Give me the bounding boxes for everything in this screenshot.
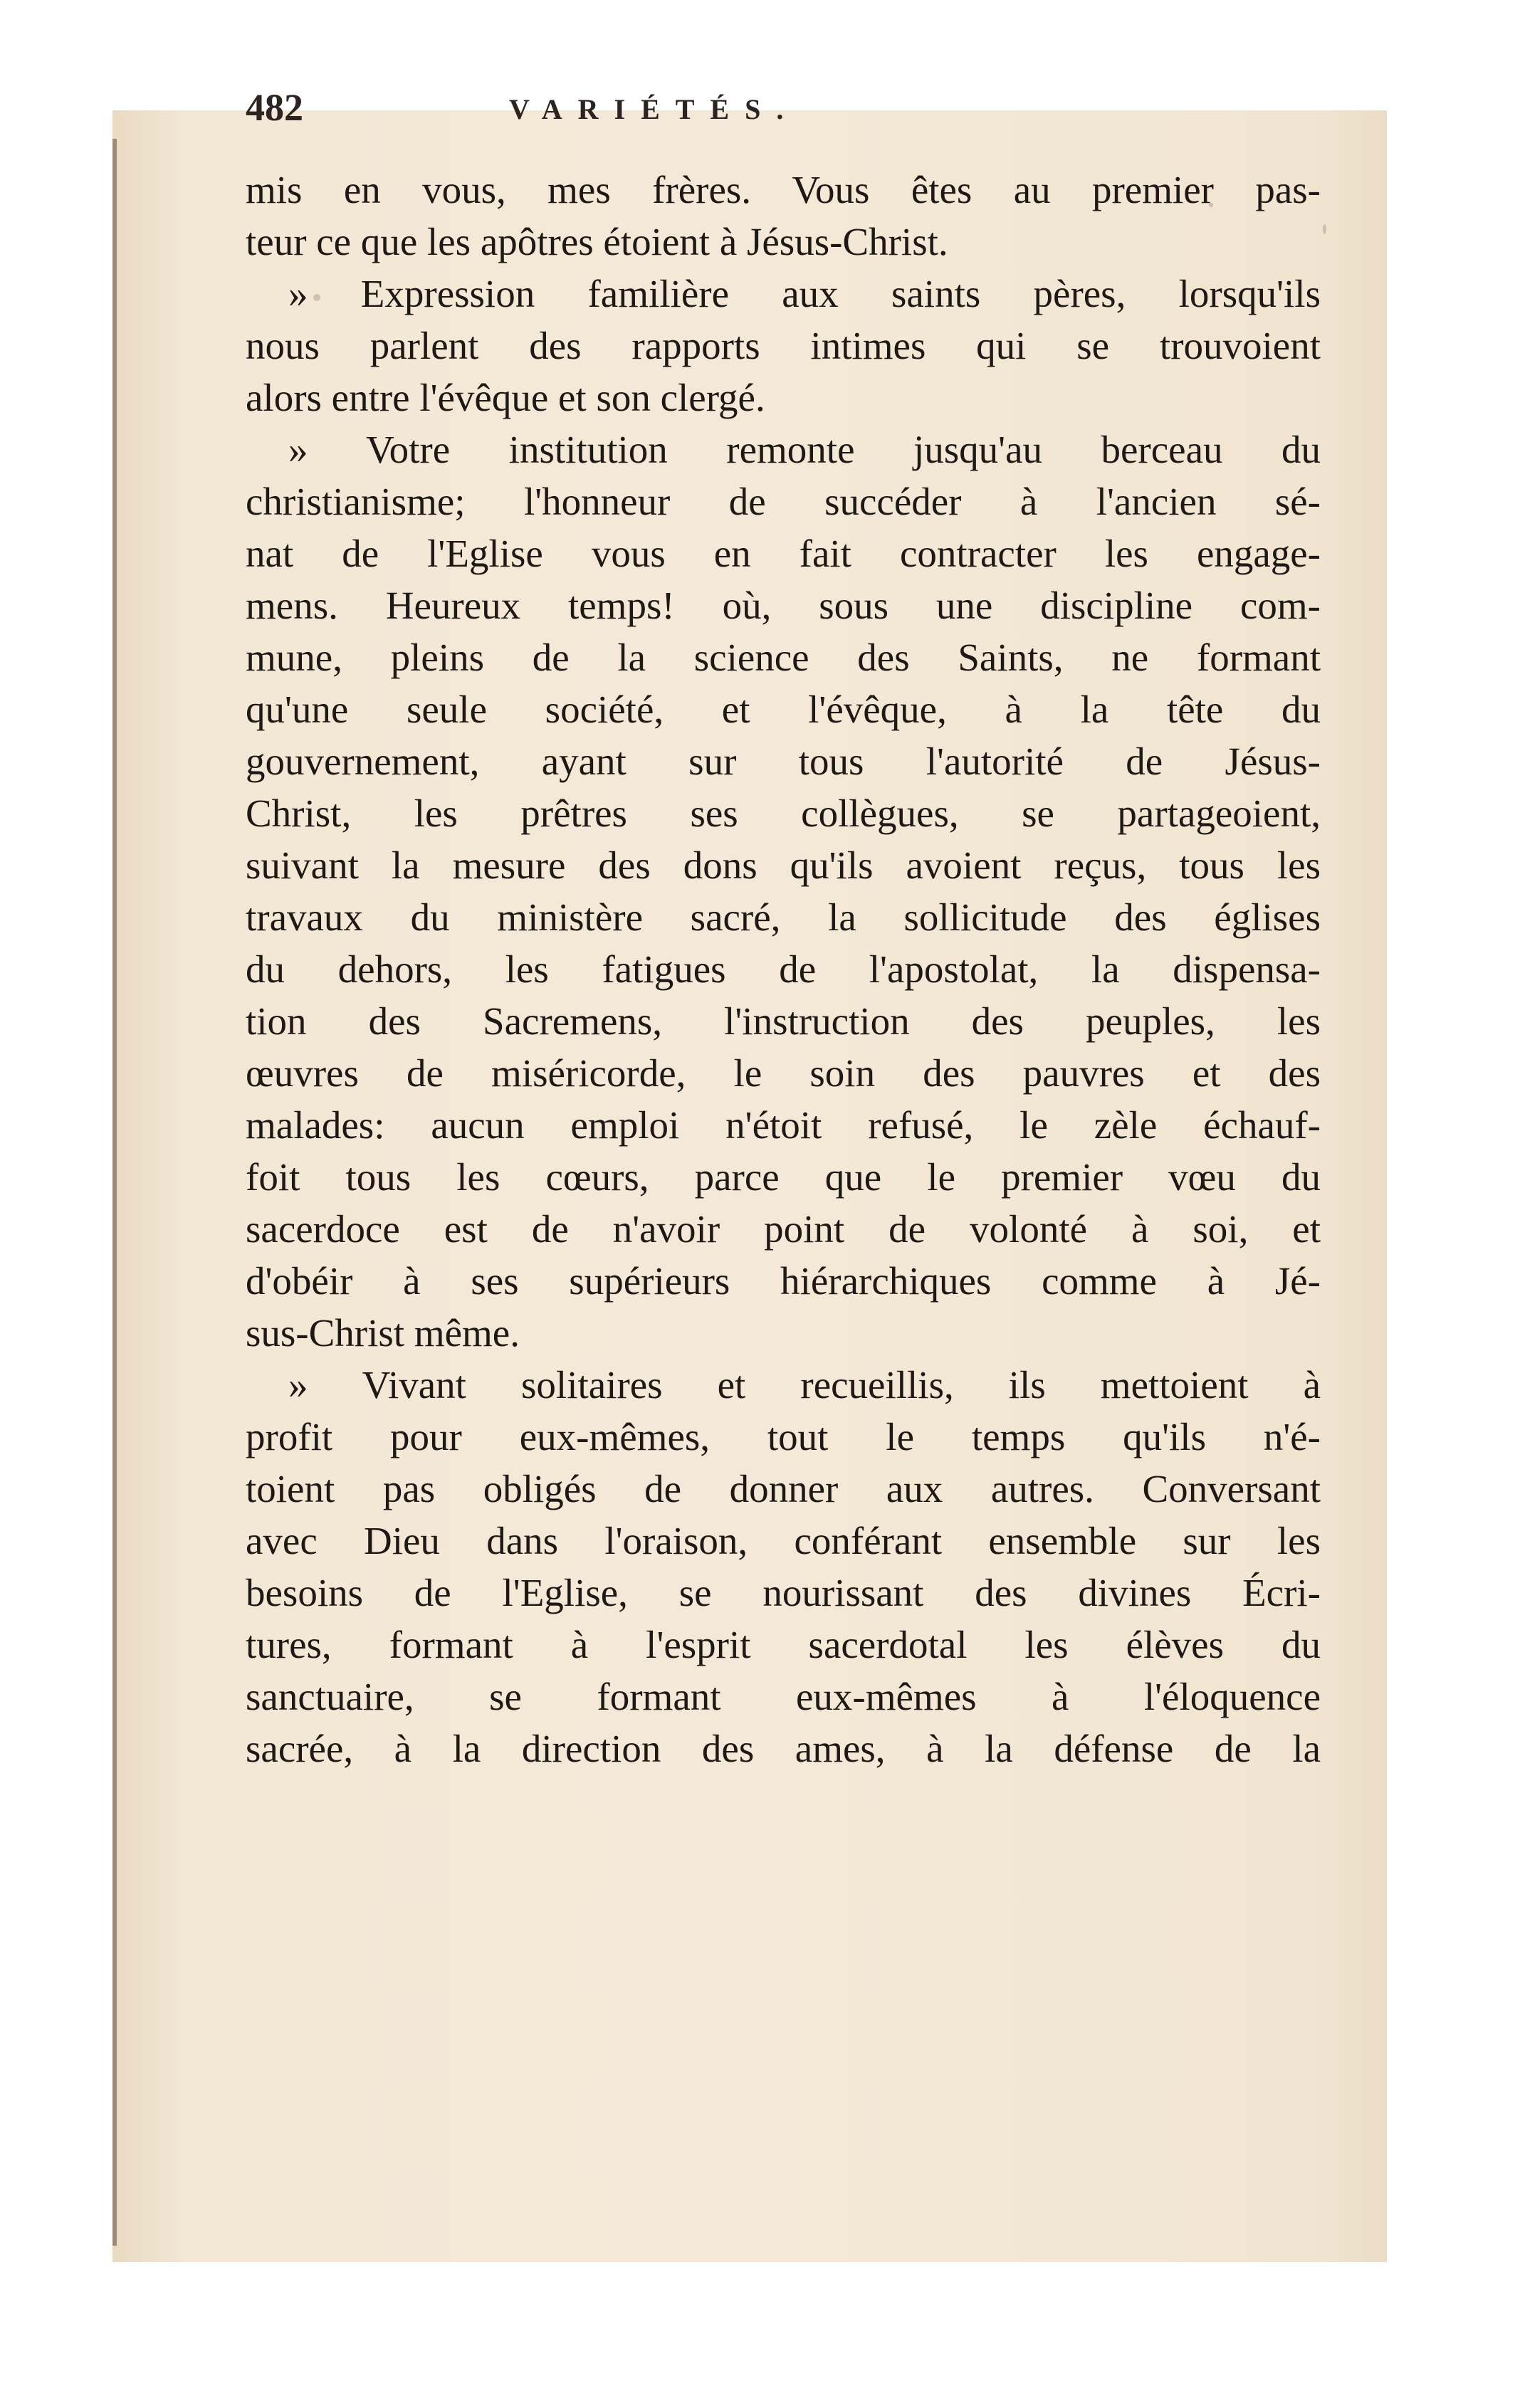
text-line: profit pour eux-mêmes, tout le temps qu'ils n'é- (246, 1415, 1321, 1458)
text-line: teur ce que les apôtres étoient à Jésus-Christ. (246, 220, 948, 263)
paper-speck (1323, 224, 1326, 234)
page-number: 482 (246, 86, 303, 129)
text-line: alors entre l'évêque et son clergé. (246, 376, 765, 419)
text-line: sus-Christ même. (246, 1311, 520, 1355)
text-line: tures, formant à l'esprit sacerdotal les élèves du (246, 1623, 1321, 1666)
text-line: sacrée, à la direction des ames, à la défense de la (246, 1727, 1321, 1770)
text-line: du dehors, les fatigues de l'apostolat, la dispensa- (246, 947, 1321, 991)
text-line: toient pas obligés de donner aux autres. Conversant (246, 1467, 1321, 1510)
text-line: mens. Heureux temps! où, sous une discipline com- (246, 584, 1321, 627)
page-binding-edge (112, 139, 117, 2246)
text-line: » Votre institution remonte jusqu'au berceau du (288, 428, 1321, 471)
text-line: besoins de l'Eglise, se nourissant des divines Écri- (246, 1571, 1321, 1614)
text-line: avec Dieu dans l'oraison, conférant ensemble sur les (246, 1519, 1321, 1562)
text-line: foit tous les cœurs, parce que le premier vœu du (246, 1155, 1321, 1199)
running-head: VARIÉTÉS. (509, 93, 800, 125)
text-line: » Expression familière aux saints pères, lorsqu'ils (288, 272, 1321, 315)
text-line: malades: aucun emploi n'étoit refusé, le zèle échauf- (246, 1103, 1321, 1147)
text-line: » Vivant solitaires et recueillis, ils mettoient à (288, 1363, 1321, 1407)
text-line: travaux du ministère sacré, la sollicitude des églises (246, 895, 1321, 939)
text-line: Christ, les prêtres ses collègues, se partageoient, (246, 792, 1321, 835)
text-line: christianisme; l'honneur de succéder à l'ancien sé- (246, 480, 1321, 523)
page-header (246, 85, 1064, 142)
text-line: d'obéir à ses supérieurs hiérarchiques comme à Jé- (246, 1259, 1321, 1303)
text-line: mune, pleins de la science des Saints, ne formant (246, 636, 1321, 679)
text-line: qu'une seule société, et l'évêque, à la tête du (246, 688, 1321, 731)
text-line: sacerdoce est de n'avoir point de volonté à soi, et (246, 1207, 1321, 1251)
text-line: gouvernement, ayant sur tous l'autorité de Jésus- (246, 740, 1321, 783)
text-line: suivant la mesure des dons qu'ils avoient reçus, tous les (246, 843, 1321, 887)
text-line: mis en vous, mes frères. Vous êtes au premier pas- (246, 168, 1321, 211)
text-line: œuvres de miséricorde, le soin des pauvres et des (246, 1051, 1321, 1095)
body-text (246, 164, 1321, 1775)
text-line: nous parlent des rapports intimes qui se trouvoient (246, 324, 1321, 367)
text-line: tion des Sacremens, l'instruction des peuples, les (246, 999, 1321, 1043)
text-line: sanctuaire, se formant eux-mêmes à l'éloquence (246, 1675, 1321, 1718)
text-line: nat de l'Eglise vous en fait contracter les engage- (246, 532, 1321, 575)
